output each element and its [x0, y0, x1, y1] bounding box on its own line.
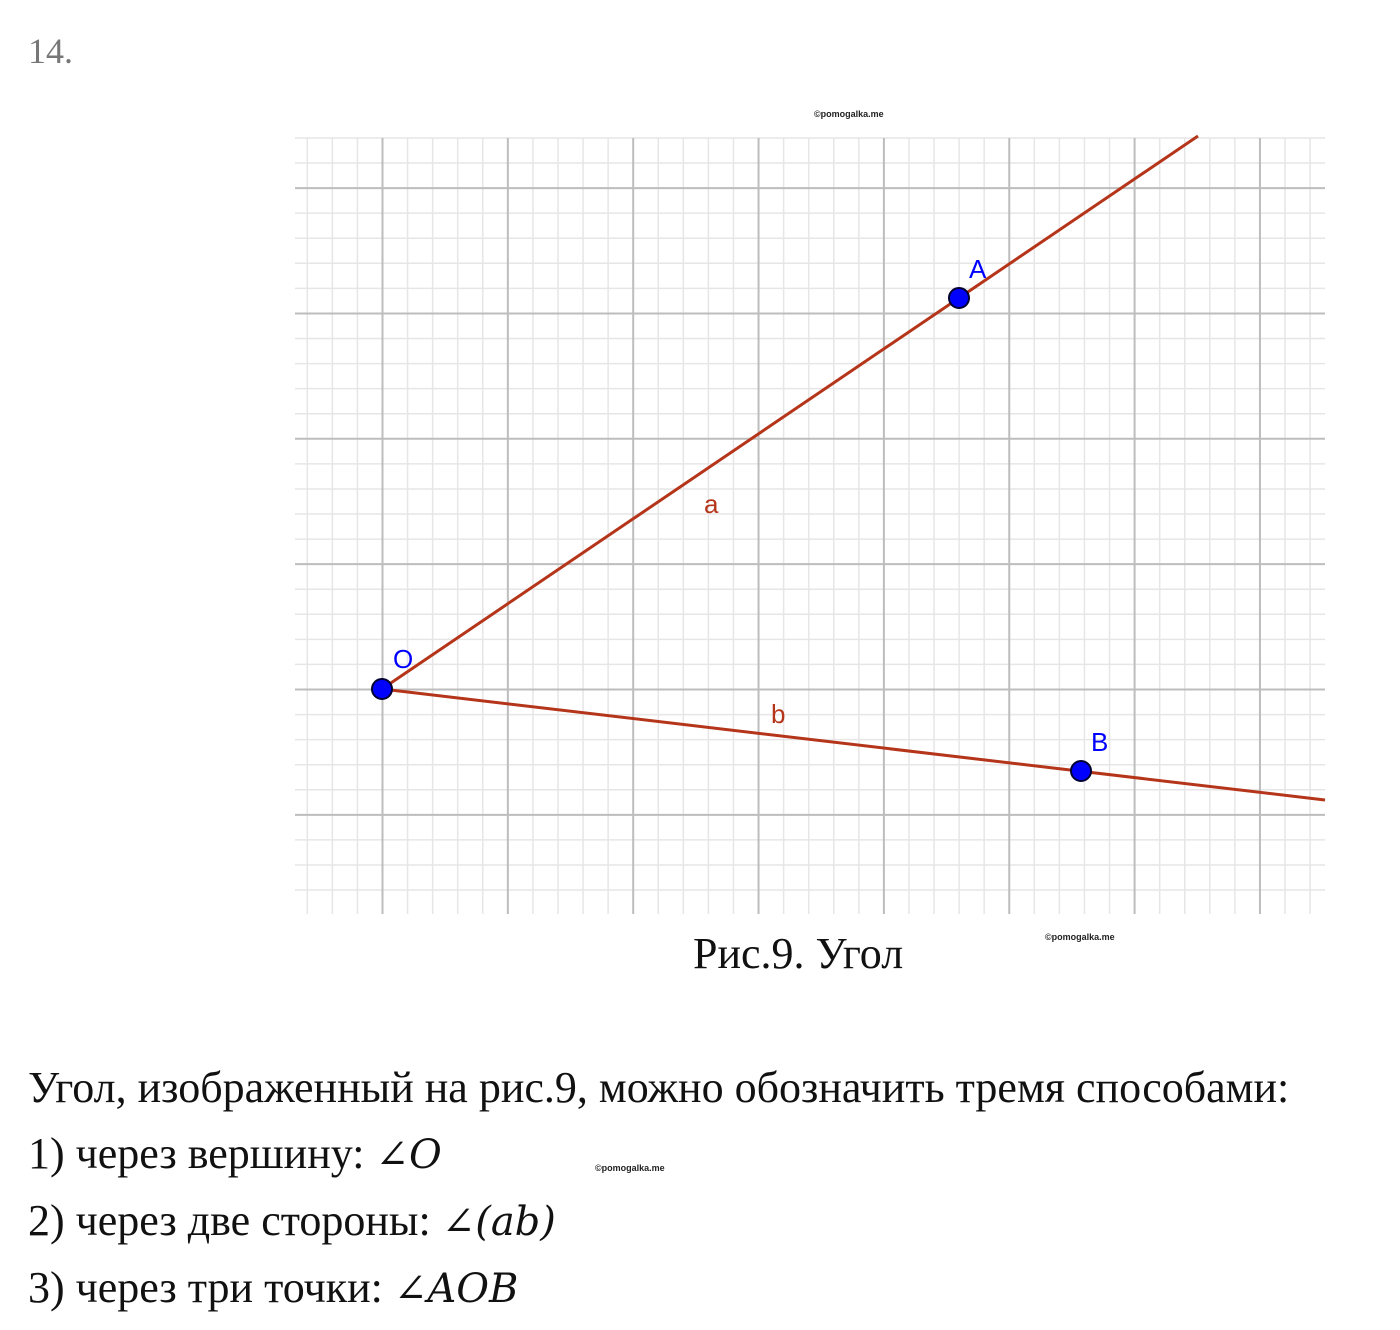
item-2-label: 2) через две стороны: [28, 1196, 442, 1245]
item-2-notation [442, 1199, 556, 1245]
item-1-label: 1) через вершину: [28, 1129, 376, 1178]
item-2-math: (ab) [475, 1199, 556, 1245]
watermark: ©pomogalka.me [595, 1163, 665, 1173]
item-1-notation [375, 1132, 441, 1178]
ray-label-b: b [771, 699, 786, 729]
angle-symbol: ∠ [375, 1132, 409, 1178]
item-3-label: 3) через три точки: [28, 1263, 394, 1312]
point-b [1071, 761, 1091, 781]
point-a [949, 288, 969, 308]
figure-caption: Рис.9. Угол [693, 929, 904, 978]
watermark: ©pomogalka.me [1045, 932, 1115, 942]
item-1 [28, 1121, 1398, 1188]
item-3-notation [394, 1266, 519, 1312]
explanation-text [28, 1055, 1398, 1322]
point-label-a: A [969, 254, 987, 284]
intro-line: Угол, изображенный на рис.9, можно обозначить тремя способами: [28, 1063, 1290, 1112]
watermark: ©pomogalka.me [814, 109, 884, 119]
item-1-math: O [408, 1132, 442, 1178]
ray-a [382, 136, 1198, 689]
point-o [372, 679, 392, 699]
point-label-o: O [393, 644, 414, 674]
ray-label-a: a [704, 489, 719, 519]
point-label-b: B [1091, 727, 1109, 757]
item-3 [28, 1255, 1398, 1322]
item-2 [28, 1188, 1398, 1255]
problem-number: 14. [28, 31, 73, 71]
angle-symbol: ∠ [393, 1266, 428, 1312]
grid [295, 138, 1325, 914]
angle-symbol: ∠ [441, 1199, 476, 1245]
ray-b [382, 689, 1325, 800]
item-3-math: AOB [427, 1266, 519, 1312]
